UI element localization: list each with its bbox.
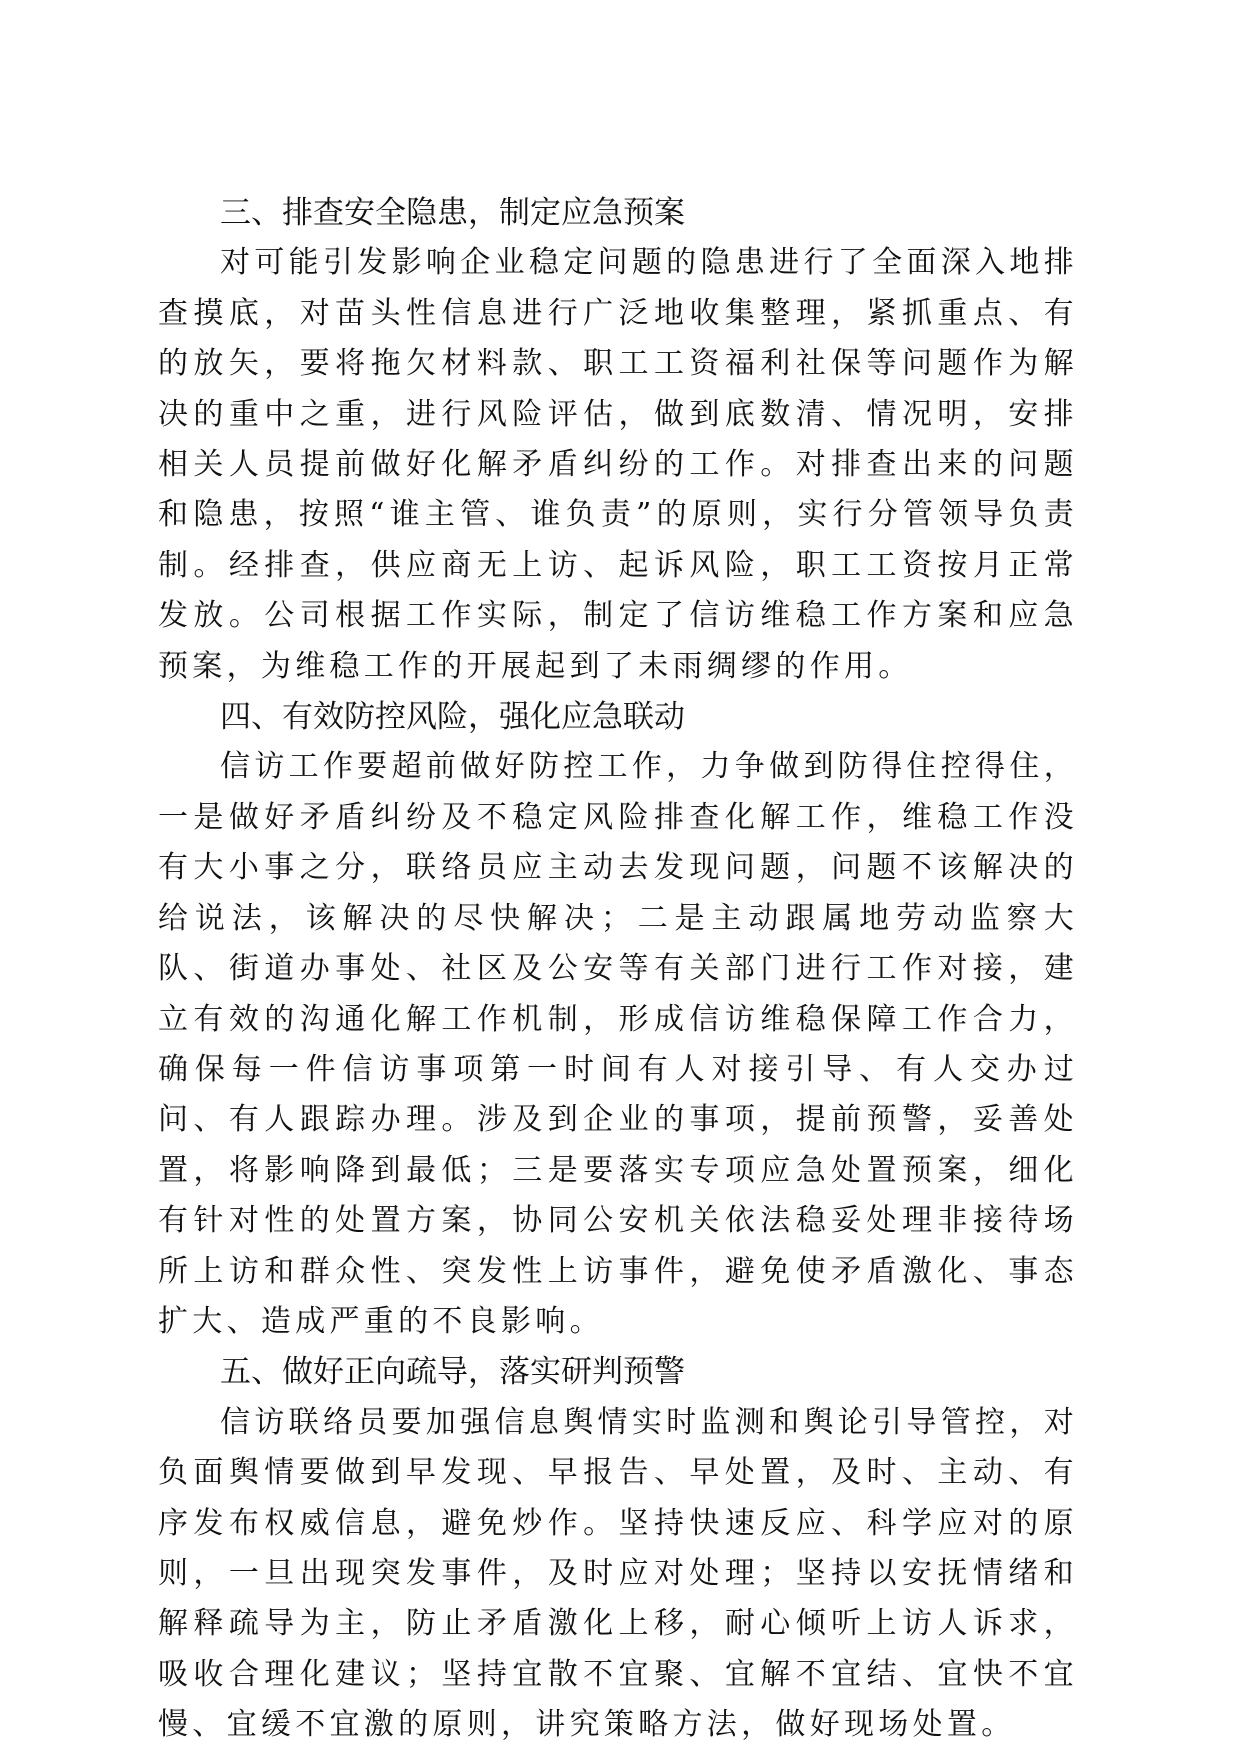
section-body-5: 信访联络员要加强信息舆情实时监测和舆论引导管控，对负面舆情要做到早发现、早报告、早处置，及时、主动、有序发布权威信息，避免炒作。坚持快速反应、科学应对的原则，一旦出现突发事件，及时应对处理；坚持以安抚情绪和解释疏导为主，防止矛盾激化上移，耐心倾听上访人诉求，吸收合理化建议；坚持宜散不宜聚、宜解不宜结、宜快不宜慢、宜缓不宜激的原则，讲究策略方法，做好现场处置。 [158,1404,1078,1743]
document-page [158,188,1078,1751]
section-body-4: 信访工作要超前做好防控工作，力争做到防得住控得住，一是做好矛盾纠纷及不稳定风险排查化解工作，维稳工作没有大小事之分，联络员应主动去发现问题，问题不该解决的给说法，该解决的尽快解决；二是主动跟属地劳动监察大队、街道办事处、社区及公安等有关部门进行工作对接，建立有效的沟通化解工作机制，形成信访维稳保障工作合力，确保每一件信访事项第一时间有人对接引导、有人交办过问、有人跟踪办理。涉及到企业的事项，提前预警，妥善处置，将影响降到最低；三是要落实专项应急处置预案，细化有针对性的处置方案，协同公安机关依法稳妥处理非接待场所上访和群众性、突发性上访事件，避免使矛盾激化、事态扩大、造成严重的不良影响。 [158,749,1078,1339]
section-heading-4: 四、有效防控风险，强化应急联动 [220,699,685,736]
section-body-3: 对可能引发影响企业稳定问题的隐患进行了全面深入地排查摸底，对苗头性信息进行广泛地收集整理，紧抓重点、有的放矢，要将拖欠材料款、职工工资福利社保等问题作为解决的重中之重，进行风险评估，做到底数清、情况明，安排相关人员提前做好化解矛盾纠纷的工作。对排查出来的问题和隐患，按照“谁主管、谁负责”的原则，实行分管领导负责制。经排查，供应商无上访、起诉风险，职工工资按月正常发放。公司根据工作实际，制定了信访维稳工作方案和应急预案，为维稳工作的开展起到了未雨绸缪的作用。 [158,245,1078,684]
section-heading-5: 五、做好正向疏导，落实研判预警 [220,1354,685,1391]
section-heading-3: 三、排查安全隐患，制定应急预案 [220,195,685,231]
